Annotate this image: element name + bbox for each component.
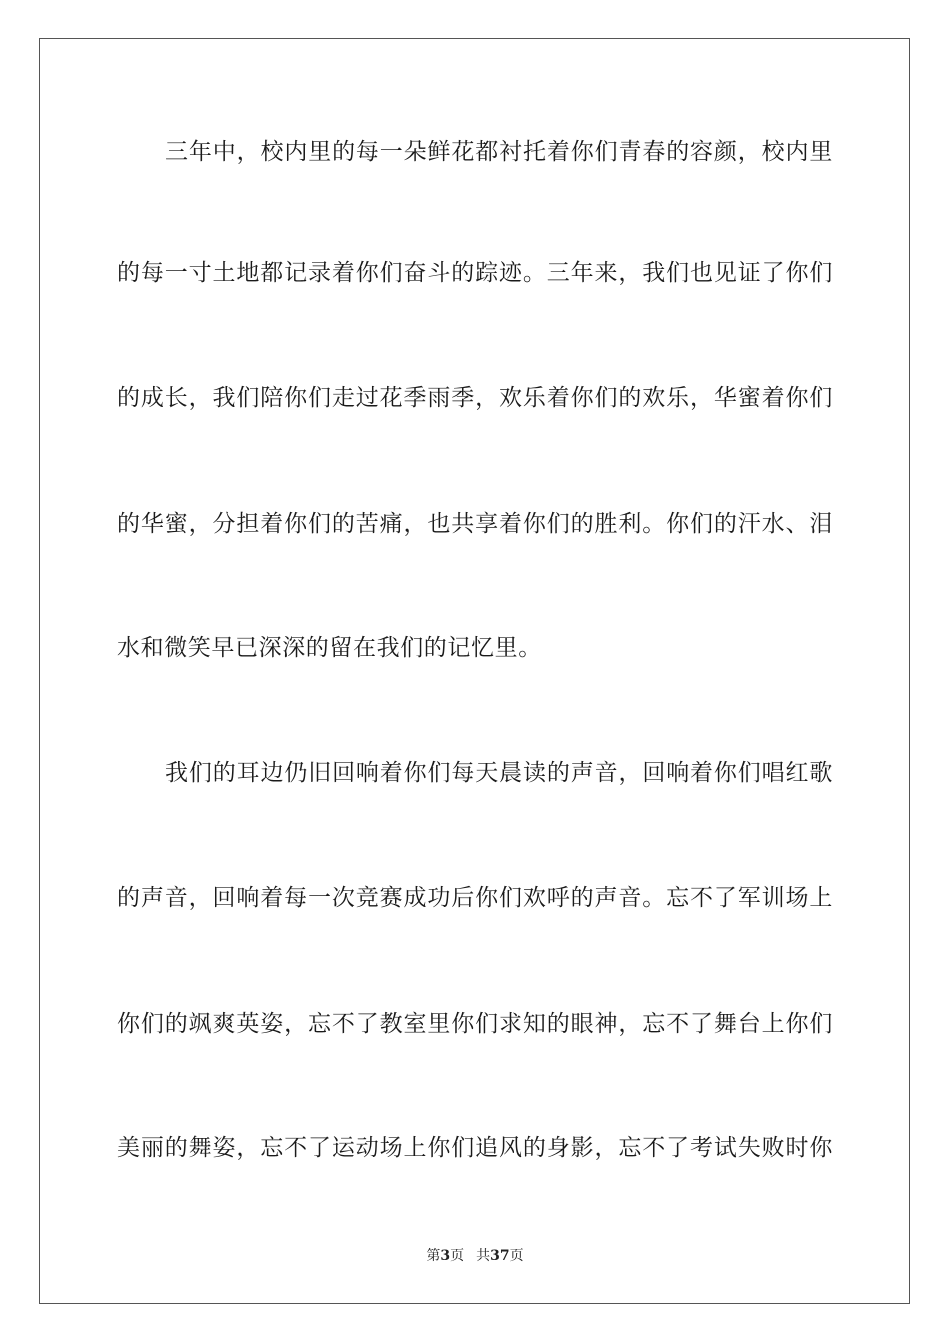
text-line: 水和微笑早已深深的留在我们的记忆里。: [117, 635, 542, 661]
total-suffix: 页: [509, 1248, 524, 1264]
total-pages: 37: [490, 1248, 510, 1264]
text-line: 三年中，校内里的每一朵鲜花都衬托着你们青春的容颜，校内里: [165, 139, 833, 165]
page-footer: [0, 1247, 950, 1265]
page-suffix: 页: [450, 1248, 465, 1264]
page-prefix: 第: [426, 1248, 441, 1264]
text-line: 的成长，我们陪你们走过花季雨季，欢乐着你们的欢乐，华蜜着你们: [117, 385, 833, 411]
text-line: 美丽的舞姿，忘不了运动场上你们追风的身影，忘不了考试失败时你: [117, 1135, 833, 1161]
text-line: 你们的飒爽英姿，忘不了教室里你们求知的眼神，忘不了舞台上你们: [117, 1011, 833, 1037]
text-line: 我们的耳边仍旧回响着你们每天晨读的声音，回响着你们唱红歌: [165, 760, 833, 786]
total-prefix: 共: [476, 1248, 491, 1264]
text-line: 的华蜜，分担着你们的苦痛，也共享着你们的胜利。你们的汗水、泪: [117, 511, 833, 537]
text-line: 的每一寸土地都记录着你们奋斗的踪迹。三年来，我们也见证了你们: [117, 260, 833, 286]
page-number: 3: [440, 1248, 451, 1264]
text-line: 的声音，回响着每一次竞赛成功后你们欢呼的声音。忘不了军训场上: [117, 885, 833, 911]
page-border: [39, 38, 910, 1304]
